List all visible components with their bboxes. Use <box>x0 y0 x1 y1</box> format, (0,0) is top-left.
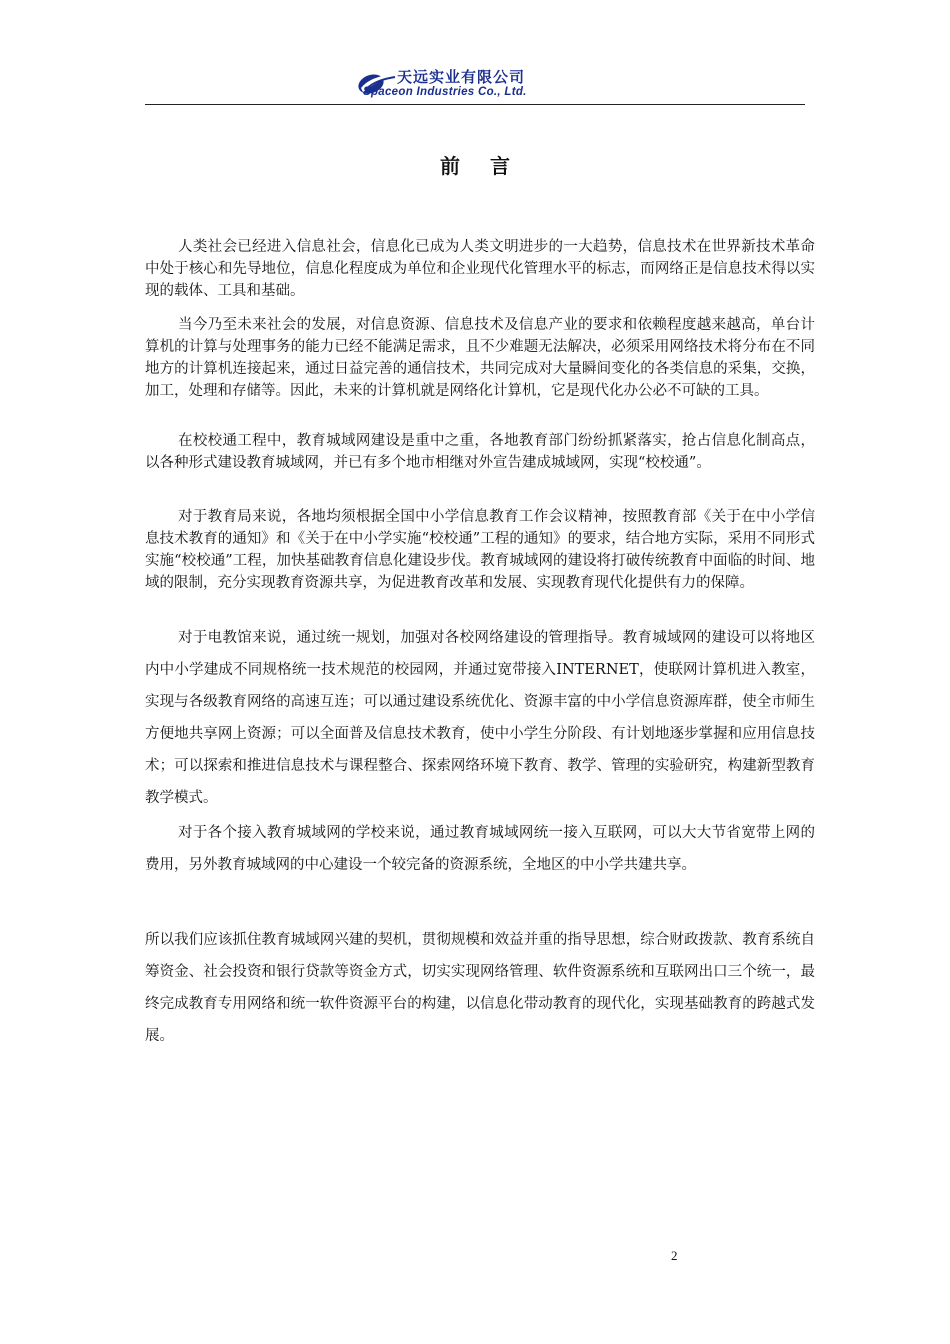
company-name-en: Spaceon Industries Co., Ltd. <box>363 86 527 98</box>
paragraph-3: 在校校通工程中，教育城域网建设是重中之重，各地教育部门纷纷抓紧落实，抢占信息化制高点，以各种形式建设教育城域网，并已有多个地市相继对外宣告建成城域网，实现“校校通”。 <box>145 433 815 471</box>
company-name-cn: 天远实业有限公司 <box>397 68 526 86</box>
paragraph-1: 人类社会已经进入信息社会，信息化已成为人类文明进步的一大趋势，信息技术在世界新技术革命中处于核心和先导地位，信息化程度成为单位和企业现代化管理水平的标志，而网络正是信息技术得以实现的载体、工具和基础。 <box>145 239 815 299</box>
paragraph-4: 对于教育局来说，各地均须根据全国中小学信息教育工作会议精神，按照教育部《关于在中小学信息技术教育的通知》和《关于在中小学实施“校校通”工程的通知》的要求，结合地方实际，采用不同形式实施“校校通”工程，加快基础教育信息化建设步伐。教育城域网的建设将打破传统教育中面临的时间、地域的限制，充分实现教育资源共享，为促进教育改革和发展、实现教育现代化提供有力的保障。 <box>145 509 815 591</box>
paragraph-6: 对于各个接入教育城域网的学校来说，通过教育城域网统一接入互联网，可以大大节省宽带上网的费用，另外教育城域网的中心建设一个较完备的资源系统，全地区的中小学共建共享。 <box>145 825 815 873</box>
paragraph-5: 对于电教馆来说，通过统一规划，加强对各校网络建设的管理指导。教育城域网的建设可以将地区内中小学建成不同规格统一技术规范的校园网，并通过宽带接入INTERNET，使联网计算机进入教室，实现与各级教育网络的高速互连；可以通过建设系统优化、资源丰富的中小学信息资源库群，使全市师生方便地共享网上资源；可以全面普及信息技术教育，使中小学生分阶段、有计划地逐步掌握和应用信息技术；可以探索和推进信息技术与课程整合、探索网络环境下教育、教学、管理的实验研究，构建新型教育教学模式。 <box>145 630 815 806</box>
page-number: 2 <box>671 1248 678 1263</box>
paragraph-7: 所以我们应该抓住教育城域网兴建的契机，贯彻规模和效益并重的指导思想，综合财政拨款、教育系统自筹资金、社会投资和银行贷款等资金方式，切实实现网络管理、软件资源系统和互联网出口三个统一，最终完成教育专用网络和统一软件资源平台的构建，以信息化带动教育的现代化，实现基础教育的跨越式发展。 <box>145 932 815 1044</box>
paragraph-2: 当今乃至未来社会的发展，对信息资源、信息技术及信息产业的要求和依赖程度越来越高，单台计算机的计算与处理事务的能力已经不能满足需求，且不少难题无法解决，必须采用网络技术将分布在不同地方的计算机连接起来，通过日益完善的通信技术，共同完成对大量瞬间变化的各类信息的采集，交换，加工，处理和存储等。因此，未来的计算机就是网络化计算机，它是现代化办公必不可缺的工具。 <box>145 317 815 399</box>
page-title: 前言 <box>440 154 540 178</box>
page-header <box>145 60 805 106</box>
header-divider <box>145 104 805 105</box>
company-logo <box>355 66 565 102</box>
